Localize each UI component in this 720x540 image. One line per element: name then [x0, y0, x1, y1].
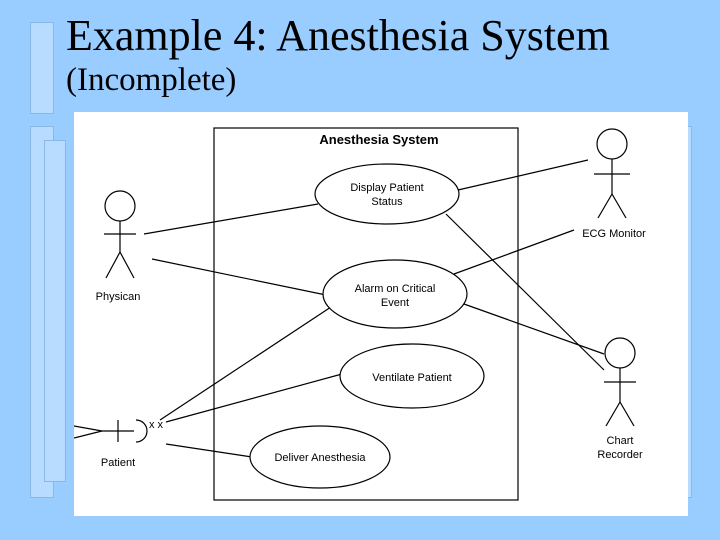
actor-ecg-monitor	[582, 129, 646, 240]
use-case-label: Alarm on Critical	[354, 283, 436, 295]
system-name: Anesthesia System	[319, 132, 439, 147]
patient-marks: x x	[148, 419, 164, 431]
decorative-bar-top	[30, 22, 54, 114]
slide-subtitle: (Incomplete)	[66, 62, 237, 98]
assoc-patient-deliver	[166, 444, 252, 457]
assoc-physician-alarm	[152, 259, 326, 295]
assoc-patient-alarm	[160, 305, 334, 420]
actor-head-icon	[597, 129, 627, 159]
actor-head-icon	[105, 191, 135, 221]
actor-label: ECG Monitor	[582, 228, 646, 240]
use-case-ventilate-patient	[340, 344, 484, 408]
actor-label: Patient	[100, 457, 136, 469]
use-case-label: Ventilate Patient	[372, 372, 452, 384]
use-case-label: Status	[371, 196, 403, 208]
actor-physician	[96, 191, 141, 303]
actor-label: Physican	[95, 291, 141, 303]
use-case-diagram	[74, 112, 688, 516]
patient-head-icon	[136, 420, 147, 442]
assoc-alarm-ecg	[454, 230, 574, 274]
actor-label: Recorder	[597, 449, 643, 461]
actor-chart-recorder	[597, 338, 643, 461]
slide-title: Example 4: Anesthesia System	[66, 11, 610, 60]
use-case-display-patient-status	[315, 164, 459, 224]
use-case-label: Deliver Anesthesia	[274, 452, 366, 464]
diagram-canvas	[74, 112, 688, 516]
actor-patient	[74, 419, 164, 469]
assoc-display-ecg	[458, 160, 588, 190]
use-case-label: Display Patient	[350, 182, 424, 194]
use-case-label: Event	[380, 297, 410, 309]
decorative-bar-left-inner	[44, 140, 66, 482]
actor-label: Chart	[606, 435, 634, 447]
assoc-display-chart	[446, 214, 604, 370]
assoc-physician-display	[144, 204, 318, 234]
actor-head-icon	[605, 338, 635, 368]
use-case-alarm-critical-event	[323, 260, 467, 328]
assoc-alarm-chart	[464, 304, 604, 354]
use-case-deliver-anesthesia	[250, 426, 390, 488]
